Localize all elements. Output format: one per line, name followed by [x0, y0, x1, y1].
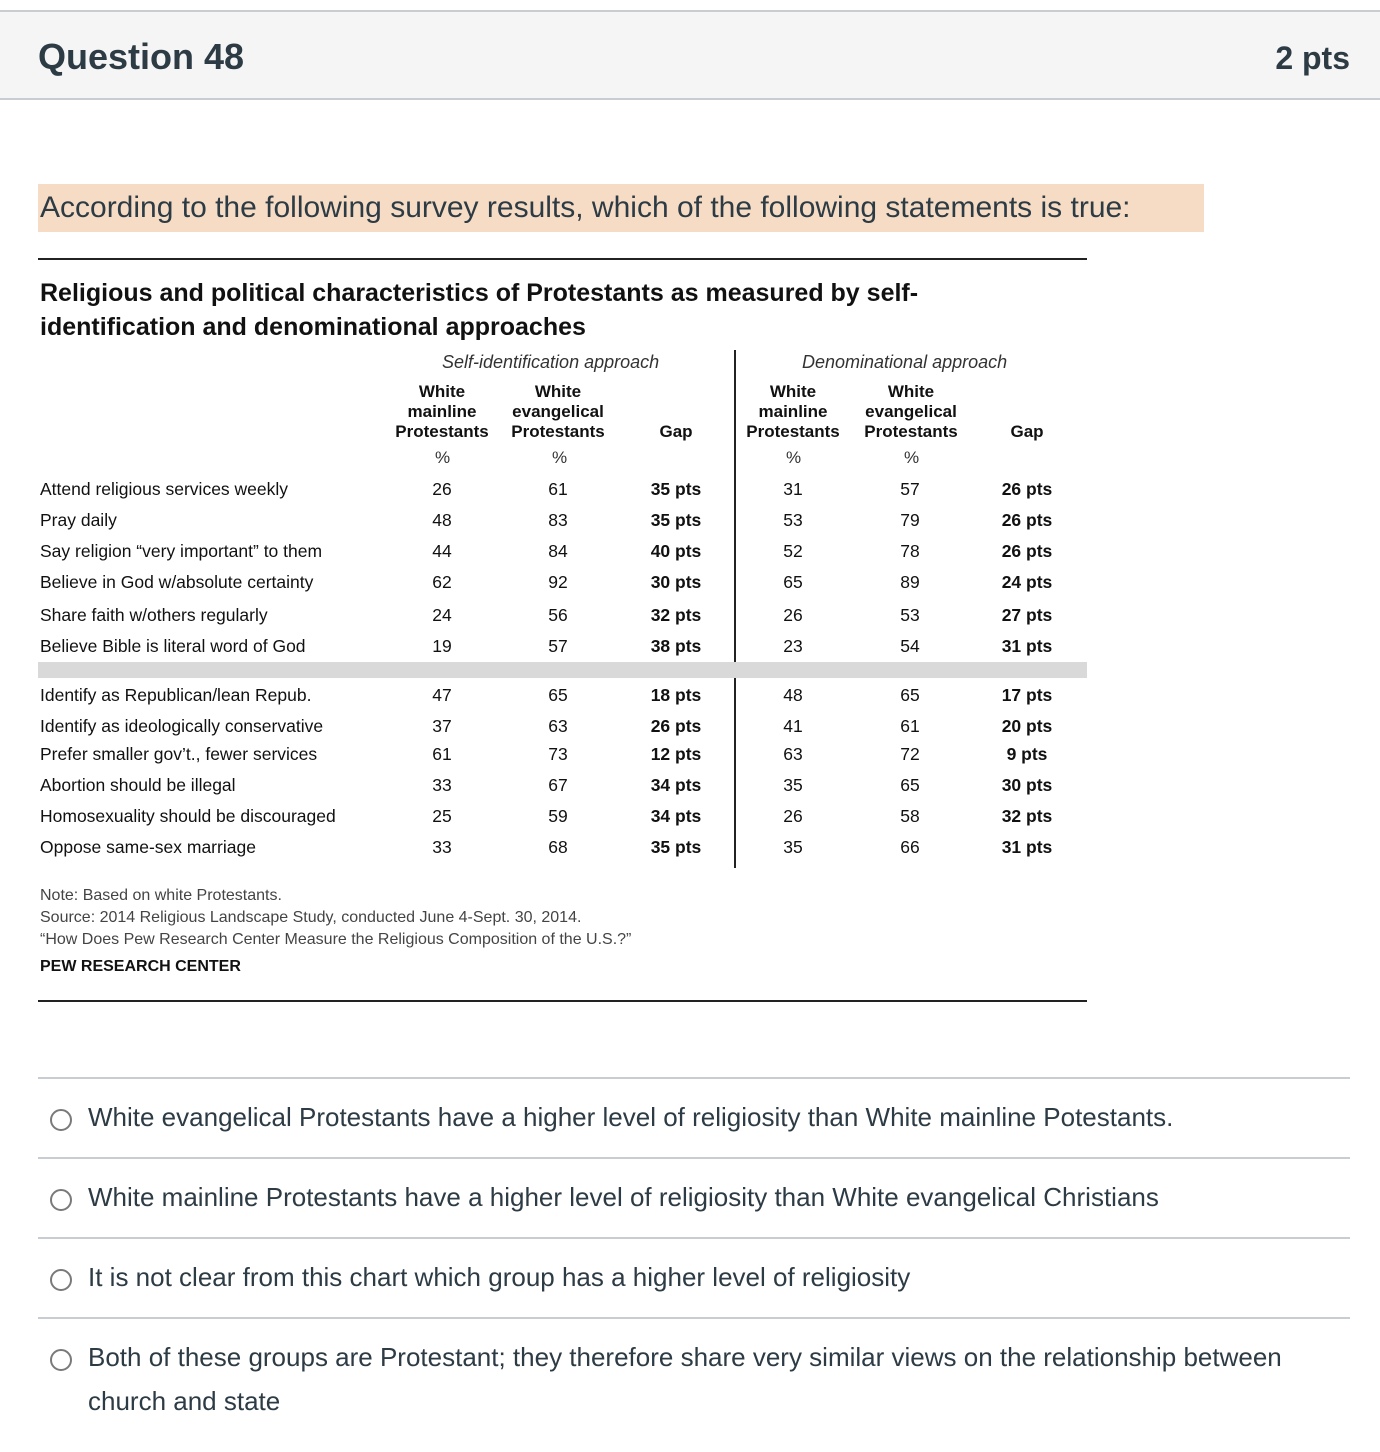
percent-cell: 53 — [900, 605, 920, 625]
percent-cell: 48 — [432, 510, 452, 530]
percent-cell: 79 — [900, 510, 920, 530]
radio-button[interactable] — [50, 1189, 72, 1211]
percent-cell: 26 — [783, 605, 803, 625]
percent-cell: 65 — [548, 685, 568, 705]
row-label: Believe in God w/absolute certainty — [40, 572, 314, 592]
percent-cell: 25 — [432, 806, 452, 826]
gap-cell: 40 pts — [650, 541, 702, 561]
gap-cell: 26 pts — [1001, 479, 1053, 499]
percent-cell: 19 — [432, 636, 452, 656]
percent-cell: 63 — [548, 716, 568, 736]
percent-cell: 89 — [900, 572, 920, 592]
percent-cell: 26 — [432, 479, 452, 499]
gap-cell: 18 pts — [650, 685, 702, 705]
table-row — [38, 832, 1087, 863]
question-prompt: According to the following survey results, which of the following statements is true: — [38, 184, 1204, 232]
percent-cell: 61 — [548, 479, 568, 499]
pct-mainline-denom: % — [786, 448, 802, 467]
gap-cell: 30 pts — [1001, 775, 1053, 795]
answer-text[interactable]: White mainline Protestants have a higher level of religiosity than White evangelical Christians — [88, 1182, 1159, 1212]
figure-title — [40, 276, 1020, 344]
gap-cell: 38 pts — [650, 636, 702, 656]
table-row — [38, 600, 1087, 631]
percent-cell: 58 — [900, 806, 920, 826]
row-label: Oppose same-sex marriage — [40, 837, 256, 857]
gap-cell: 35 pts — [650, 510, 702, 530]
percent-cell: 48 — [783, 685, 803, 705]
radio-button[interactable] — [50, 1109, 72, 1131]
table-row — [38, 567, 1087, 598]
row-label: Say religion “very important” to them — [40, 541, 323, 561]
gap-cell: 12 pts — [650, 744, 702, 764]
percent-cell: 67 — [548, 775, 568, 795]
gap-cell: 20 pts — [1001, 716, 1053, 736]
group-self-identification: Self-identification approach — [442, 352, 660, 372]
answer-option[interactable] — [38, 1317, 1350, 1427]
col-head-evangelical-denom: White evangelical Protestants — [864, 382, 958, 441]
gap-cell: 9 pts — [1006, 744, 1048, 764]
percent-cell: 33 — [432, 837, 452, 857]
percent-cell: 57 — [548, 636, 568, 656]
percent-cell: 62 — [432, 572, 452, 592]
percent-cell: 53 — [783, 510, 803, 530]
table-row — [38, 711, 1087, 742]
table-row — [38, 631, 1087, 662]
gap-cell: 26 pts — [1001, 541, 1053, 561]
row-label: Prefer smaller gov’t., fewer services — [40, 744, 318, 764]
percent-cell: 35 — [783, 775, 803, 795]
gap-cell: 32 pts — [1001, 806, 1053, 826]
answer-text[interactable]: White evangelical Protestants have a higher level of religiosity than White mainline Potestants. — [88, 1102, 1174, 1132]
gap-cell: 27 pts — [1001, 605, 1053, 625]
percent-cell: 73 — [548, 744, 568, 764]
question-points: 2 pts — [1275, 40, 1350, 76]
note-line: Source: 2014 Religious Landscape Study, conducted June 4-Sept. 30, 2014. — [40, 909, 582, 926]
percent-cell: 31 — [783, 479, 803, 499]
row-label: Identify as ideologically conservative — [40, 716, 324, 736]
percent-cell: 83 — [548, 510, 568, 530]
row-label: Homosexuality should be discouraged — [40, 806, 336, 826]
table-row — [38, 474, 1087, 505]
percent-cell: 26 — [783, 806, 803, 826]
pct-mainline-self: % — [435, 448, 451, 467]
pct-evangelical-self: % — [552, 448, 568, 467]
table-row — [38, 505, 1087, 536]
gap-cell: 30 pts — [650, 572, 702, 592]
col-head-evangelical-self: White evangelical Protestants — [511, 382, 605, 441]
note-line: “How Does Pew Research Center Measure the Religious Composition of the U.S.?” — [40, 931, 632, 948]
percent-cell: 47 — [432, 685, 452, 705]
group-denominational: Denominational approach — [802, 352, 1008, 372]
answer-list — [38, 1077, 1350, 1427]
percent-cell: 35 — [783, 837, 803, 857]
percent-cell: 59 — [548, 806, 568, 826]
row-label: Believe Bible is literal word of God — [40, 636, 306, 656]
gap-cell: 35 pts — [650, 479, 702, 499]
percent-cell: 72 — [900, 744, 920, 764]
row-label: Attend religious services weekly — [40, 479, 289, 499]
percent-cell: 66 — [900, 837, 920, 857]
col-head-mainline-self: White mainline Protestants — [395, 382, 489, 441]
figure-bottom-rule — [38, 1000, 1087, 1002]
question-title: Question 48 — [38, 36, 245, 77]
percent-cell: 65 — [900, 685, 920, 705]
table-row — [38, 536, 1087, 567]
table-row — [38, 680, 1087, 711]
percent-cell: 24 — [432, 605, 452, 625]
percent-cell: 68 — [548, 837, 568, 857]
gap-cell: 35 pts — [650, 837, 702, 857]
percent-cell: 57 — [900, 479, 920, 499]
percent-cell: 61 — [900, 716, 920, 736]
answer-option[interactable] — [38, 1157, 1350, 1237]
radio-button[interactable] — [50, 1269, 72, 1291]
gap-cell: 26 pts — [1001, 510, 1053, 530]
col-head-mainline-denom: White mainline Protestants — [746, 382, 840, 441]
percent-cell: 61 — [432, 744, 452, 764]
note-line: Note: Based on white Protestants. — [40, 887, 282, 904]
answer-text[interactable]: It is not clear from this chart which group has a higher level of religiosity — [88, 1262, 911, 1292]
percent-cell: 65 — [783, 572, 803, 592]
percent-cell: 44 — [432, 541, 452, 561]
gap-cell: 24 pts — [1001, 572, 1053, 592]
percent-cell: 54 — [900, 636, 920, 656]
percent-cell: 52 — [783, 541, 803, 561]
source-org: PEW RESEARCH CENTER — [40, 958, 241, 975]
table-row — [38, 770, 1087, 801]
gap-cell: 17 pts — [1001, 685, 1053, 705]
figure-title-line-2: identification and denominational approaches — [40, 313, 586, 341]
col-head-gap-self: Gap — [659, 422, 693, 441]
row-label: Pray daily — [40, 510, 117, 530]
percent-cell: 56 — [548, 605, 568, 625]
gap-cell: 31 pts — [1001, 636, 1053, 656]
percent-cell: 41 — [783, 716, 803, 736]
percent-cell: 92 — [548, 572, 568, 592]
percent-cell: 84 — [548, 541, 568, 561]
percent-cell: 37 — [432, 716, 452, 736]
figure-top-rule — [38, 258, 1087, 260]
section-separator-band — [38, 662, 1087, 678]
percent-cell: 33 — [432, 775, 452, 795]
row-label: Identify as Republican/lean Repub. — [40, 685, 312, 705]
radio-button[interactable] — [50, 1349, 72, 1371]
table-row — [38, 739, 1087, 770]
percent-cell: 78 — [900, 541, 920, 561]
gap-cell: 32 pts — [650, 605, 702, 625]
gap-cell: 34 pts — [650, 806, 702, 826]
percent-cell: 65 — [900, 775, 920, 795]
table-row — [38, 801, 1087, 832]
col-head-gap-denom: Gap — [1010, 422, 1044, 441]
figure-note — [40, 885, 631, 951]
row-label: Abortion should be illegal — [40, 775, 236, 795]
percent-cell: 23 — [783, 636, 803, 656]
gap-cell: 34 pts — [650, 775, 702, 795]
answer-text[interactable]: Both of these groups are Protestant; they therefore share very similar views on the relationship between church and state — [88, 1342, 1282, 1416]
figure-title-line-1: Religious and political characteristics of Protestants as measured by self- — [40, 279, 919, 307]
answer-option[interactable] — [38, 1077, 1350, 1157]
question-header — [0, 10, 1380, 100]
gap-cell: 31 pts — [1001, 837, 1053, 857]
row-label: Share faith w/others regularly — [40, 605, 268, 625]
survey-table-figure — [38, 258, 1087, 1004]
pct-evangelical-denom: % — [904, 448, 920, 467]
answer-option[interactable] — [38, 1237, 1350, 1317]
percent-cell: 63 — [783, 744, 803, 764]
gap-cell: 26 pts — [650, 716, 702, 736]
